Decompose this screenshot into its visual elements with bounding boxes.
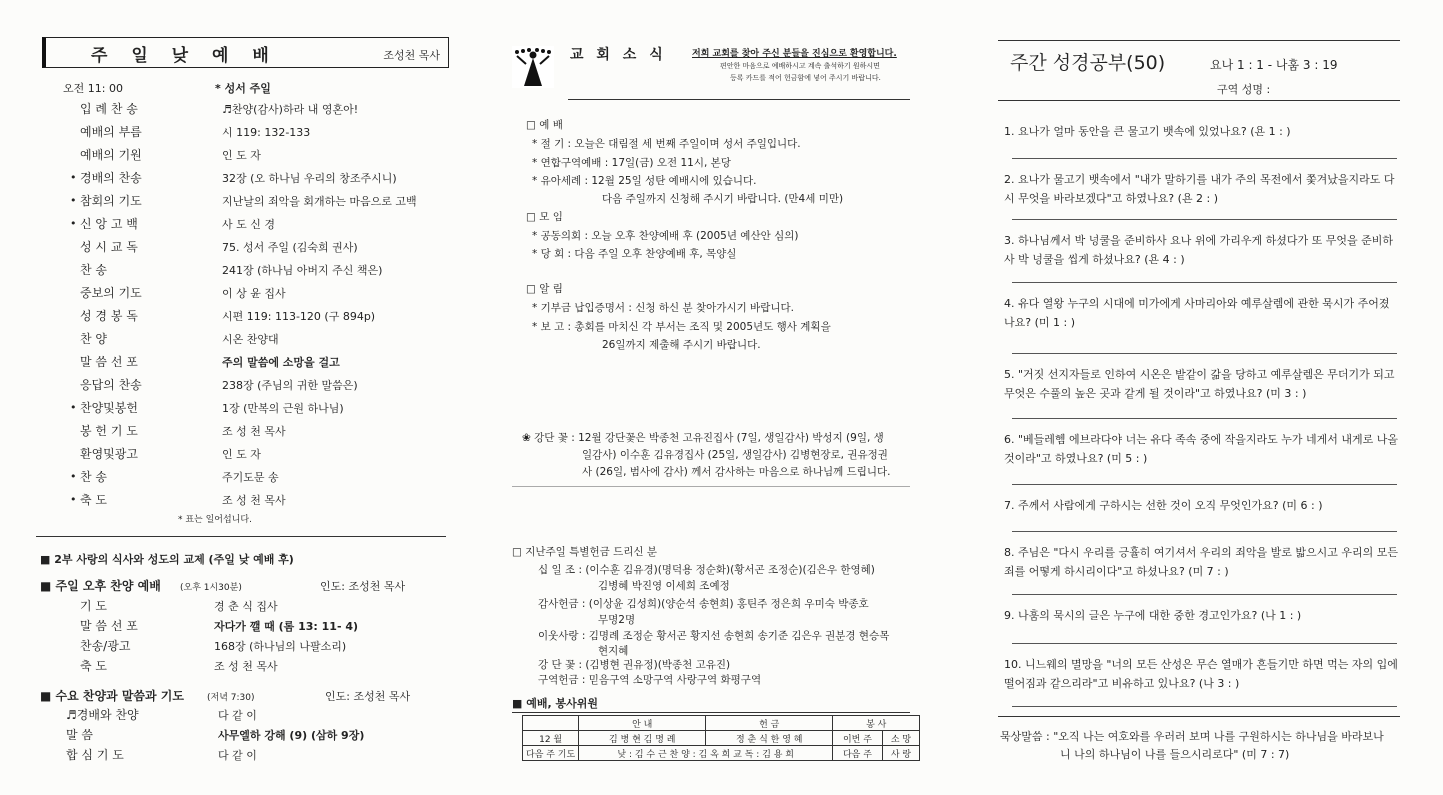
order-item-label: 말 씀 선 포 <box>80 355 138 369</box>
answer-line <box>1012 282 1397 283</box>
news-report: * 보 고 : 총회를 마치신 각 부서는 조직 및 2005년도 행사 계획을 <box>532 321 831 333</box>
afternoon-item-value: 조 성 천 목사 <box>214 660 278 673</box>
flower-line-1: ❀ 강단 꽃 : 12월 강단꽃은 박종천 고유진집사 (7일, 생일감사) 박성지 (9일, 생 <box>522 432 884 444</box>
section-meeting: □ 모 임 <box>526 211 563 223</box>
second-part-line: ■ 2부 사랑의 식사와 성도의 교제 (주일 낮 예배 후) <box>40 553 294 566</box>
next-week-label: 다음 주 <box>833 746 882 761</box>
afternoon-item-label: 찬송/광고 <box>80 639 131 653</box>
order-item-value: 241장 (하나님 아버지 주신 책은) <box>222 264 383 277</box>
order-item-value: 238장 (주님의 귀한 말씀은) <box>222 379 358 392</box>
church-news-panel <box>490 0 930 795</box>
wednesday-item-value: 사무엘하 강해 (9) (삼하 9장) <box>218 729 365 742</box>
meditation-verse-2: 니 나의 하나님이 나를 들으시리로다" (미 7 : 7) <box>1060 748 1290 761</box>
sunday-worship-panel <box>0 0 480 795</box>
news-session: * 당 회 : 다음 주일 오후 찬양예배 후, 목양실 <box>532 248 737 260</box>
order-item-label: 성 시 교 독 <box>80 240 138 254</box>
wednesday-leader: 인도: 조성천 목사 <box>325 690 411 703</box>
order-item-value: 시편 119: 113-120 (구 894p) <box>222 310 376 323</box>
order-item-label: 경배의 찬송 <box>80 171 142 185</box>
next-prayer-names: 낮 : 김 수 근 찬 양 : 김 옥 희 교 독 : 김 용 희 <box>579 746 833 761</box>
preacher: 조성천 목사 <box>383 49 440 62</box>
meditation-verse-1: 묵상말씀 : "오직 나는 여호와를 우러러 보며 나를 구원하시는 하나님을 바라보나 <box>1000 730 1384 743</box>
wednesday-time: (저녁 7:30) <box>207 693 255 703</box>
service-committee-table <box>522 715 920 761</box>
offering-title: □ 지난주일 특별헌금 드리신 분 <box>512 546 657 558</box>
welcome-line-1: 저희 교회를 찾아 주신 분들을 진심으로 환영합니다. <box>692 49 897 59</box>
church-news-title: 교 회 소 식 <box>570 47 667 63</box>
order-item-label: 찬양및봉헌 <box>80 401 138 415</box>
answer-line <box>1012 158 1397 159</box>
wednesday-title: ■ 수요 찬양과 말씀과 기도 <box>40 689 184 703</box>
row-month: 12 월 <box>523 731 579 746</box>
order-item-label: 응답의 찬송 <box>80 378 142 392</box>
header-offering: 헌 금 <box>706 716 833 731</box>
bible-study-title: 주간 성경공부(50) <box>1010 52 1166 74</box>
divider <box>512 712 910 713</box>
welcome-line-3: 등록 카드를 적어 헌금함에 넣어 주시기 바랍니다. <box>730 74 881 82</box>
order-item-value: 인 도 자 <box>222 149 261 162</box>
afternoon-title: ■ 주일 오후 찬양 예배 <box>40 579 161 593</box>
question-item: 1. 요나가 얼마 동안을 큰 물고기 뱃속에 있었나요? (욘 1 : ) <box>1004 125 1291 138</box>
question-item: 9. 나훔의 묵시의 글은 누구에 대한 중한 경고인가요? (나 1 : ) <box>1004 609 1302 622</box>
question-item: 4. 유다 열왕 누구의 시대에 미가에게 사마리아와 예루살렘에 관한 묵시가 주어졌나요? (미 1 : ) <box>1004 297 1390 329</box>
order-item-label: 찬 송 <box>80 470 107 484</box>
wednesday-item-label: 말 씀 <box>66 728 93 742</box>
section-notice: □ 알 림 <box>526 283 563 295</box>
offering-tithe-2: 김병혜 박진영 이세희 조예정 <box>598 580 730 592</box>
choir-icon <box>512 46 554 88</box>
offering-tithe: 십 일 조 : (이수훈 김유경)(명덕용 정순화)(황서곤 조정순)(김은우 한영혜) <box>538 564 875 576</box>
news-season: * 절 기 : 오늘은 대림절 세 번째 주일이며 성서 주일입니다. <box>532 138 801 150</box>
order-item-value: 주의 말씀에 소망을 걸고 <box>222 356 340 369</box>
question-item: 7. 주께서 사람에게 구하시는 선한 것이 오직 무엇인가요? (미 6 : ) <box>1004 499 1323 512</box>
offering-neighbor-2: 현지혜 <box>598 645 629 657</box>
next-prayer-label: 다음 주 기도 <box>523 746 579 761</box>
order-item-label: 예배의 기원 <box>80 148 142 162</box>
divider <box>998 100 1400 101</box>
order-item-value: 75. 성서 주일 (김숙희 권사) <box>222 241 358 254</box>
divider <box>36 536 446 537</box>
standing-marker: • <box>70 493 77 506</box>
order-item-label: 봉 헌 기 도 <box>80 424 138 438</box>
answer-line <box>1012 484 1397 485</box>
order-item-value: 지난날의 죄악을 회개하는 마음으로 고백 <box>222 195 417 208</box>
service-committee-title: ■ 예배, 봉사위원 <box>512 697 598 710</box>
afternoon-leader: 인도: 조성천 목사 <box>320 580 406 593</box>
order-item-value: 인 도 자 <box>222 448 261 461</box>
sunday-worship-title: 주 일 낮 예 배 <box>91 46 278 66</box>
answer-line <box>1012 418 1397 419</box>
afternoon-item-value: 자다가 깰 때 (롬 13: 11- 4) <box>214 620 359 633</box>
question-item: 10. 니느웨의 멸망을 "너의 모든 산성은 무슨 열매가 흔들기만 하면 먹는 자의 입에 떨어짐과 같으리라"고 비유하고 있나요? (나 3 : ) <box>1004 658 1398 690</box>
header-usher: 안 내 <box>579 716 706 731</box>
answer-line <box>1012 594 1397 595</box>
order-item-label: 찬 송 <box>80 263 107 277</box>
question-item: 3. 하나님께서 박 넝쿨을 준비하사 요나 위에 가리우게 하셨다가 또 무엇을 준비하사 박 넝쿨을 씹게 하셨나요? (욘 4 : ) <box>1004 234 1393 266</box>
standing-marker: • <box>70 194 77 207</box>
next-week-district: 사 랑 <box>882 746 920 761</box>
offering-neighbor: 이웃사랑 : 김명례 조정순 황서곤 황지선 송현희 송기준 김은우 권분경 현승목 <box>538 630 890 642</box>
order-item-value: 32장 (오 하나님 우리의 창조주시니) <box>222 172 397 185</box>
answer-line <box>1012 706 1397 707</box>
offering-district: 구역헌금 : 믿음구역 소망구역 사랑구역 화평구역 <box>538 674 762 686</box>
answer-line <box>1012 219 1397 220</box>
afternoon-item-value: 경 춘 식 집사 <box>214 600 278 613</box>
afternoon-item-label: 기 도 <box>80 599 107 613</box>
order-item-value: 사 도 신 경 <box>222 218 275 231</box>
order-item-label: 신 앙 고 백 <box>80 217 138 231</box>
news-joint-district: * 연합구역예배 : 17일(금) 오전 11시, 본당 <box>532 157 731 169</box>
header-service: 봉 사 <box>833 716 920 731</box>
sunday-worship-title-box <box>42 37 449 68</box>
order-item-label: 입 례 찬 송 <box>80 102 138 116</box>
order-item-value: 이 상 윤 집사 <box>222 287 286 300</box>
service-theme: * 성서 주일 <box>215 82 271 95</box>
wednesday-item-label: 합 심 기 도 <box>66 748 124 762</box>
welcome-line-2: 편안한 마음으로 예배하시고 계속 출석하기 원하시면 <box>720 62 880 70</box>
answer-line <box>1012 353 1397 354</box>
order-item-value: 조 성 천 목사 <box>222 494 286 507</box>
flower-line-3: 사 (26일, 범사에 감사) 께서 감사하는 마음으로 하나님께 드립니다. <box>582 466 891 478</box>
wednesday-item-value: 다 같 이 <box>218 749 257 762</box>
this-week-district: 소 망 <box>882 731 920 746</box>
question-item: 2. 요나가 물고기 뱃속에서 "내가 말하기를 내가 주의 목전에서 쫓겨났을지라도 다시 무엇을 바라보겠다"고 하였나요? (욘 2 : ) <box>1004 173 1395 205</box>
order-item-label: 성 경 봉 독 <box>80 309 138 323</box>
divider <box>512 486 910 487</box>
divider <box>568 99 910 100</box>
standing-note: * 표는 일어섭니다. <box>178 515 252 525</box>
answer-line <box>1012 531 1397 532</box>
flower-line-2: 일감사) 이수훈 김유경집사 (25일, 생일감사) 김병현장로, 권유정권 <box>582 449 888 461</box>
order-item-value: ♬찬양(감사)하라 내 영혼아! <box>222 103 359 116</box>
standing-marker: • <box>70 401 77 414</box>
offering-thanks-2: 무명2명 <box>598 614 636 626</box>
news-infant-baptism: * 유아세례 : 12월 25일 성탄 예배시에 있습니다. <box>532 175 757 187</box>
order-item-value: 1장 (만복의 근원 하나님) <box>222 402 344 415</box>
news-donation-receipt: * 기부금 납입증명서 : 신청 하신 분 찾아가시기 바랍니다. <box>532 302 794 314</box>
question-item: 6. "베들레헴 에브라다야 너는 유다 족속 중에 작을지라도 누가 네게서 내게로 나올 것이라"고 하였나요? (미 5 : ) <box>1004 433 1399 465</box>
standing-marker: • <box>70 171 77 184</box>
news-infant-baptism-2: 다음 주일까지 신청해 주시기 바랍니다. (만4세 미만) <box>602 193 844 205</box>
service-time: 오전 11: 00 <box>63 82 123 95</box>
order-item-value: 시온 찬양대 <box>222 333 279 346</box>
bible-study-reference: 요나 1 : 1 - 나훔 3 : 19 <box>1210 58 1338 72</box>
order-item-label: 중보의 기도 <box>80 286 142 300</box>
afternoon-item-label: 축 도 <box>80 659 107 673</box>
section-worship: □ 예 배 <box>526 119 563 131</box>
standing-marker: • <box>70 470 77 483</box>
afternoon-time: (오후 1시30분) <box>180 583 242 593</box>
answer-line <box>1012 643 1397 644</box>
offering-names: 정 춘 식 한 영 혜 <box>706 731 833 746</box>
order-item-value: 시 119: 132-133 <box>222 126 311 139</box>
question-item: 5. "거짓 선지자들로 인하여 시온은 밭같이 갊을 당하고 예루살렘은 무더기가 되고 무엇은 수풀의 높은 곳과 같게 될 것이라"고 하였나요? (미 3 : ) <box>1004 368 1395 400</box>
offering-thanks: 감사헌금 : (이상윤 김성희)(양순석 송현희) 홍틴주 정은희 우미숙 박종호 <box>538 598 869 610</box>
news-congregation: * 공동의회 : 오늘 오후 찬양예배 후 (2005년 예산안 심의) <box>532 230 799 242</box>
order-item-label: 참회의 기도 <box>80 194 142 208</box>
news-report-2: 26일까지 제출해 주시기 바랍니다. <box>602 339 761 351</box>
order-item-value: 주기도문 송 <box>222 471 279 484</box>
offering-flowers: 강 단 꽃 : (김병현 권유정)(박종천 고유진) <box>538 659 731 671</box>
question-item: 8. 주님은 "다시 우리를 긍휼히 여기셔서 우리의 죄악을 발로 밟으시고 우리의 모든 죄를 어떻게 하시리이다"고 하셨나요? (미 7 : ) <box>1004 546 1399 578</box>
wednesday-item-value: 다 같 이 <box>218 709 257 722</box>
order-item-label: 환영및광고 <box>80 447 138 461</box>
divider <box>998 716 1400 717</box>
order-item-label: 예배의 부름 <box>80 125 142 139</box>
standing-marker: • <box>70 217 77 230</box>
afternoon-item-value: 168장 (하나님의 나팔소리) <box>214 640 347 653</box>
district-name-field: 구역 성명 : <box>1217 83 1271 96</box>
order-item-label: 축 도 <box>80 493 107 507</box>
divider <box>998 40 1400 41</box>
order-item-value: 조 성 천 목사 <box>222 425 286 438</box>
order-item-label: 찬 양 <box>80 332 107 346</box>
usher-names: 김 병 현 김 명 례 <box>579 731 706 746</box>
afternoon-item-label: 말 씀 선 포 <box>80 619 138 633</box>
this-week-label: 이번 주 <box>833 731 882 746</box>
wednesday-item-label: ♬경배와 찬양 <box>66 708 139 722</box>
